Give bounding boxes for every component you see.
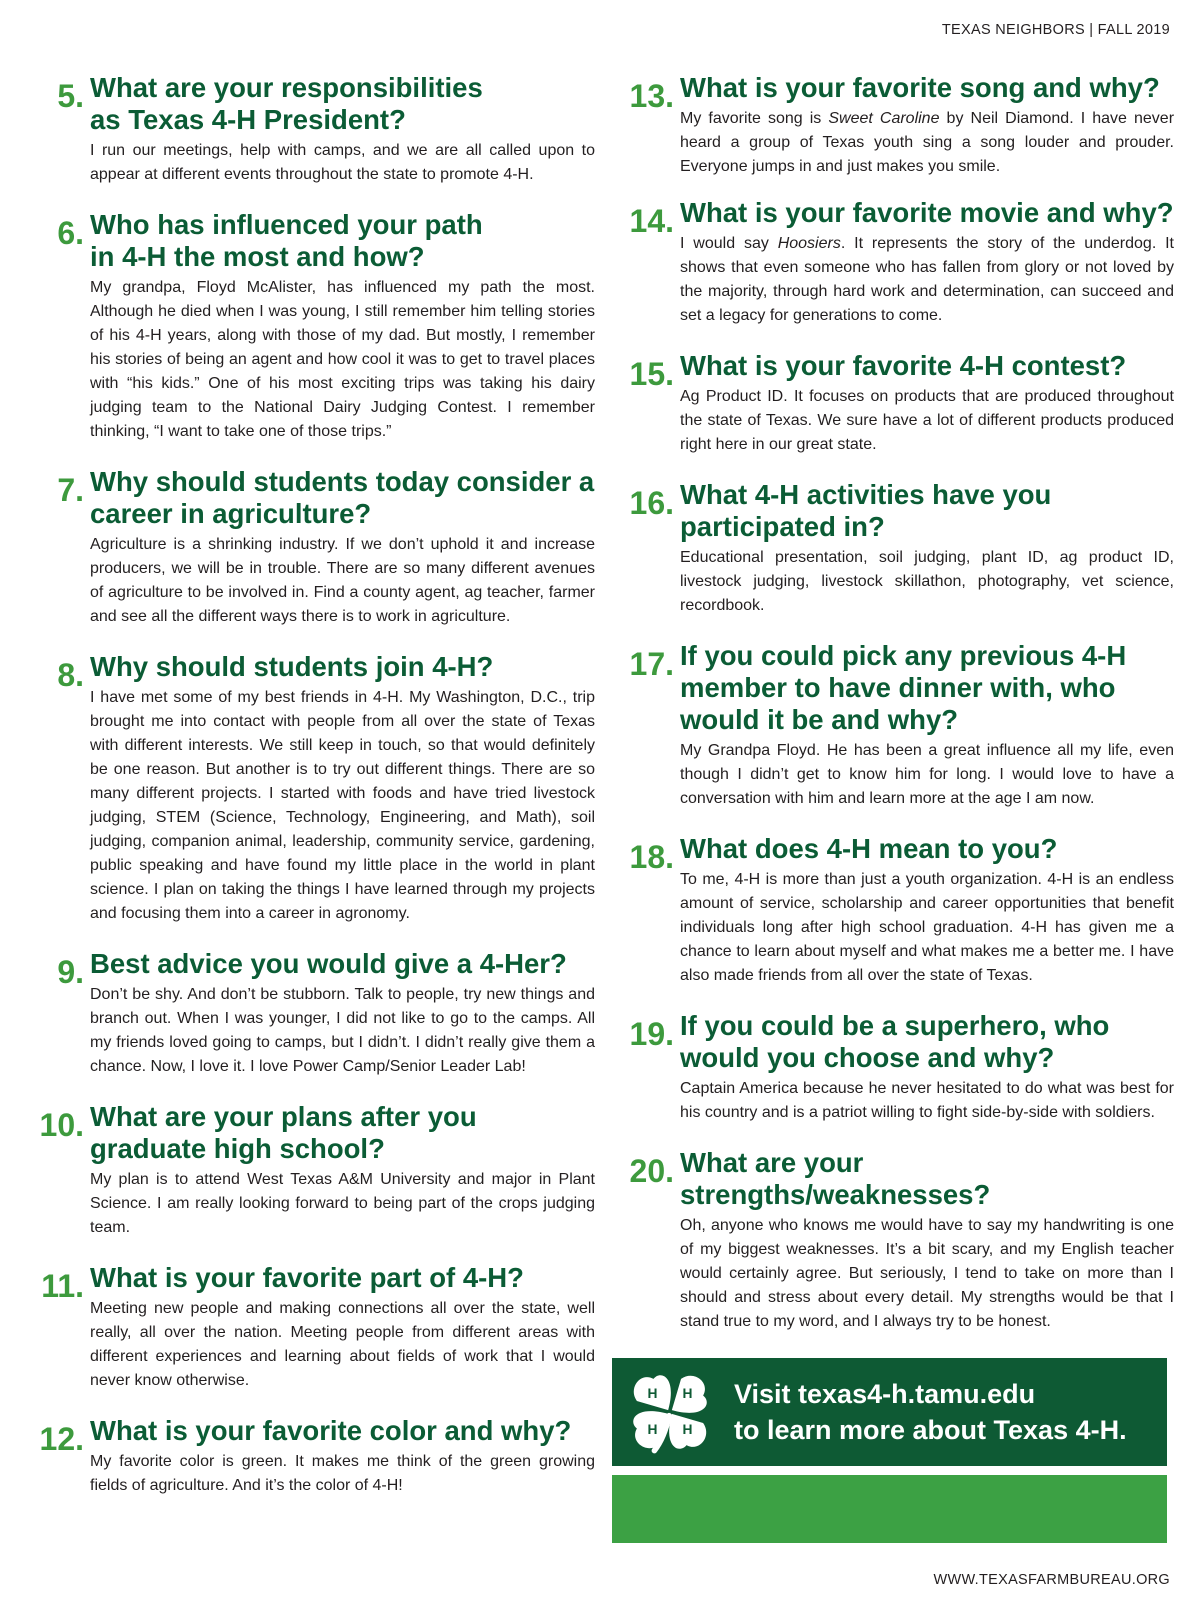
qa-item-7 [20,466,595,629]
qa-item-6 [20,209,595,444]
qa-item-17 [610,640,1174,811]
answer-text: My favorite song is Sweet Caroline by Neil Diamond. I have never heard a group of Texas youth sing a song louder and prouder. Everyone jumps in and just makes you smile. [680,110,1175,175]
qa-item-16 [610,479,1174,618]
question-number: 14. [629,203,674,239]
qa-item-14 [610,197,1174,328]
question-number: 10. [39,1107,84,1143]
svg-text:H: H [647,1386,658,1402]
question-number: 20. [629,1153,674,1189]
decorative-green-bar [612,1475,1167,1543]
qa-item-15 [610,350,1174,457]
answer-text: To me, 4-H is more than just a youth organization. 4-H is an endless amount of service, scholarship and career opportunities that benefit individuals long after high school graduation. 4-H has given me a chance to learn about myself and what makes me a better me. I have also made friends from all over the state of Texas. [680,871,1174,984]
question-heading: What are your strengths/weaknesses? [680,1147,991,1210]
answer-text: I run our meetings, help with camps, and we are all called upon to appear at different events throughout the state to promote 4-H. [90,142,595,183]
question-number: 16. [629,485,674,521]
question-number: 11. [41,1268,84,1304]
qa-item-5 [20,72,595,187]
answer-text: I would say Hoosiers. It represents the story of the underdog. It shows that even someone who has fallen from glory or not loved by the majority, through hard work and determination, can succeed and set a legacy for generations to come. [680,235,1175,324]
question-heading: What is your favorite part of 4-H? [90,1262,524,1293]
qa-item-10 [20,1101,595,1240]
svg-text:H: H [647,1422,658,1438]
question-heading: What 4-H activities have you participated in? [680,479,1052,542]
qa-item-19 [610,1010,1174,1125]
question-heading: What is your favorite song and why? [680,72,1160,103]
question-number: 8. [57,657,84,693]
footer-url: WWW.TEXASFARMBUREAU.ORG [933,1572,1170,1588]
question-heading: What does 4-H mean to you? [680,833,1058,864]
question-heading: What are your responsibilities as Texas 4-H President? [90,72,483,135]
question-heading: Best advice you would give a 4-Her? [90,948,567,979]
question-number: 13. [629,78,674,114]
question-number: 7. [57,472,84,508]
qa-item-13 [610,72,1174,179]
qa-item-8 [20,651,595,926]
question-heading: Why should students today consider a career in agriculture? [90,466,595,529]
question-number: 9. [57,954,84,990]
answer-text: My favorite color is green. It makes me think of the green growing fields of agriculture. And it’s the color of 4-H! [90,1453,595,1494]
answer-text: I have met some of my best friends in 4-H. My Washington, D.C., trip brought me into contact with people from all over the state of Texas with different interests. We still keep in touch, so that would definitely be one reason. But another is to try out different things. There are so many different projects. I started with foods and have tried livestock judging, STEM (Science, Technology, Engineering, and Math), soil judging, companion animal, leadership, community service, gardening, public speaking and have found my little place in the world in plant science. I plan on taking the things I have learned through my projects and focusing them into a career in agronomy. [90,689,595,922]
texas-4h-promo-banner [612,1358,1167,1466]
question-heading: What is your favorite movie and why? [680,197,1174,228]
publication-header: TEXAS NEIGHBORS | FALL 2019 [941,22,1170,38]
question-heading: If you could pick any previous 4-H member to have dinner with, who would it be and why? [680,640,1127,735]
answer-text: Educational presentation, soil judging, plant ID, ag product ID, livestock judging, livestock skillathon, photography, vet science, recordbook. [680,549,1174,614]
answer-text: My plan is to attend West Texas A&M University and major in Plant Science. I am really looking forward to being part of the crops judging team. [90,1171,595,1236]
qa-item-12 [20,1415,595,1498]
qa-item-18 [610,833,1174,988]
question-number: 5. [57,78,84,114]
svg-text:H: H [682,1422,693,1438]
qa-item-11 [20,1262,595,1393]
right-column [610,72,1174,1334]
promo-text [734,1376,1127,1448]
answer-text: Captain America because he never hesitated to do what was best for his country and is a patriot willing to fight side-by-side with soldiers. [680,1080,1174,1121]
song-title: Sweet Caroline [828,110,940,127]
question-number: 17. [629,646,674,682]
promo-line-1: Visit texas4-h.tamu.edu [734,1379,1036,1409]
answer-text: Meeting new people and making connections all over the state, well really, all over the nation. Meeting people from different areas with different experiences and learning about fields of work that I would never know otherwise. [90,1300,595,1389]
svg-text:H: H [682,1386,693,1402]
question-heading: Who has influenced your path in 4-H the most and how? [90,209,483,272]
question-heading: What are your plans after you graduate high school? [90,1101,477,1164]
answer-text: My Grandpa Floyd. He has been a great influence all my life, even though I didn’t get to know him for long. I would love to have a conversation with him and learn more at the age I am now. [680,742,1174,807]
question-heading: If you could be a superhero, who would you choose and why? [680,1010,1110,1073]
qa-item-9 [20,948,595,1079]
question-number: 18. [629,839,674,875]
question-number: 15. [629,356,674,392]
answer-text: My grandpa, Floyd McAlister, has influenced my path the most. Although he died when I was young, I still remember him telling stories of his 4-H years, along with those of my dad. But mostly, I remember his stories of being an agent and how cool it was to get to travel places with “his kids.” One of his most exciting trips was taking his dairy judging team to the National Dairy Judging Contest. I remember thinking, “I want to take one of those trips.” [90,279,595,440]
movie-title: Hoosiers [777,235,841,252]
left-column [20,72,595,1498]
question-heading: Why should students join 4-H? [90,651,494,682]
answer-text: Don’t be shy. And don’t be stubborn. Talk to people, try new things and branch out. When I was younger, I did not like to go to the camps. All my friends loved going to camps, but I didn’t. I didn’t really give them a chance. Now, I love it. I love Power Camp/Senior Leader Lab! [90,986,595,1075]
answer-text: Ag Product ID. It focuses on products that are produced throughout the state of Texas. We sure have a lot of different products produced right here in our great state. [680,388,1174,453]
question-heading: What is your favorite 4-H contest? [680,350,1127,381]
promo-line-2: to learn more about Texas 4-H. [734,1415,1127,1445]
question-number: 19. [629,1016,674,1052]
answer-text: Oh, anyone who knows me would have to say my handwriting is one of my biggest weaknesses. It’s a bit scary, and my English teacher would certainly agree. But seriously, I tend to take on more than I should and stress about every detail. My strengths would be that I stand true to my word, and I always try to be honest. [680,1217,1174,1330]
question-heading: What is your favorite color and why? [90,1415,572,1446]
4-h-clover-icon [624,1366,716,1458]
question-number: 6. [57,215,84,251]
question-number: 12. [39,1421,84,1457]
qa-item-20 [610,1147,1174,1334]
answer-text: Agriculture is a shrinking industry. If we don’t uphold it and increase producers, we will be in trouble. There are so many different avenues of agriculture to be involved in. Find a county agent, ag teacher, farmer and see all the different ways there is to work in agriculture. [90,536,595,625]
